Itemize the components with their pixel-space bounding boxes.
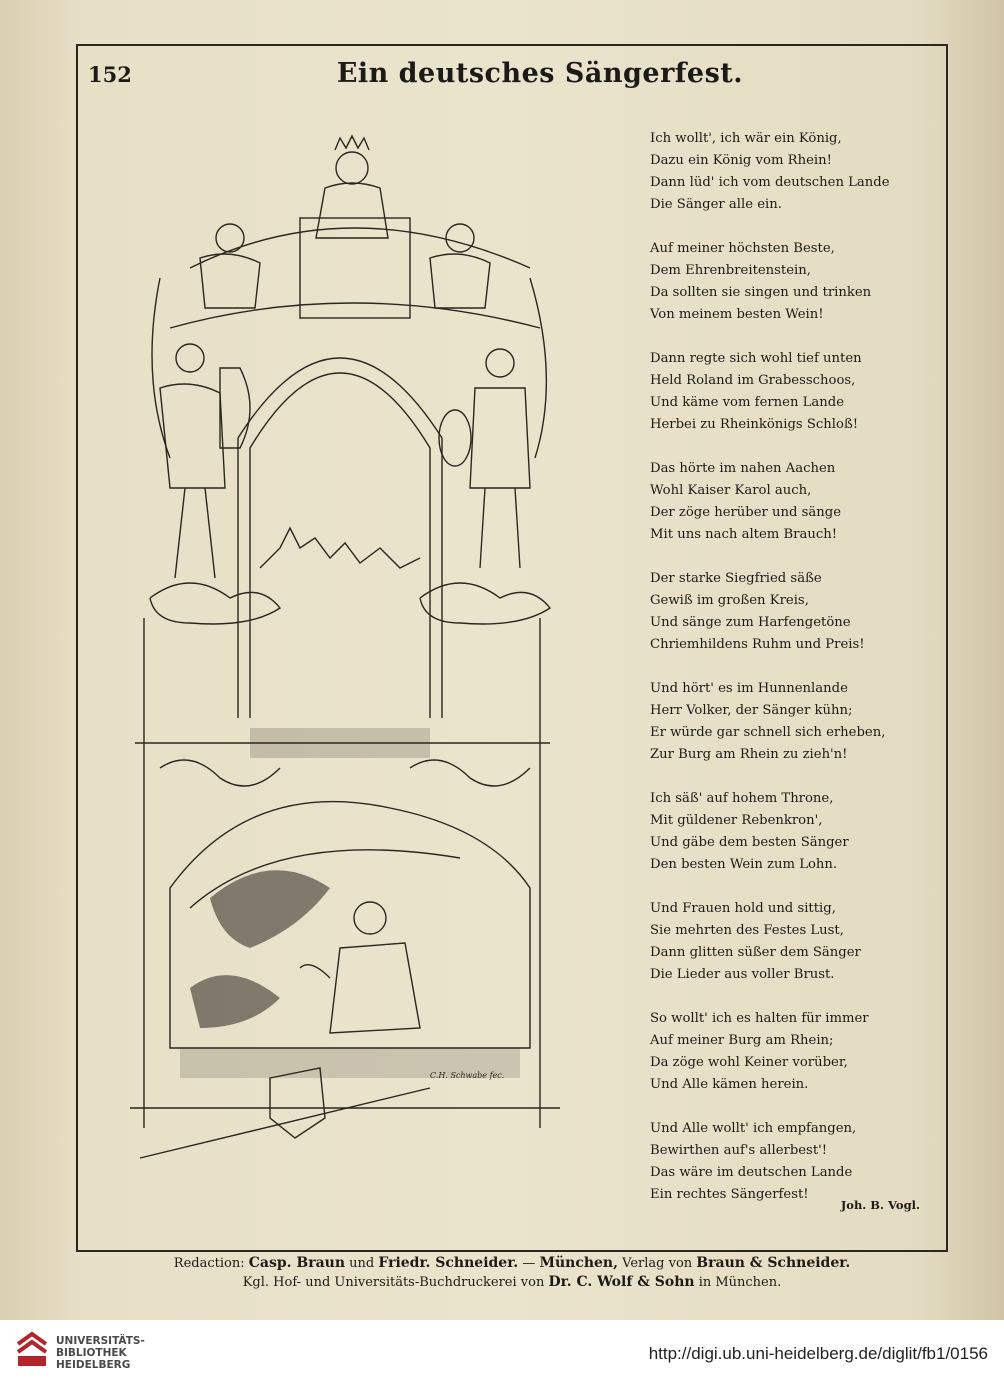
- imprint-publisher-label: Verlag von: [622, 1256, 693, 1271]
- imprint-editor-1: Casp. Braun: [248, 1255, 346, 1271]
- poem-verse: Den besten Wein zum Lohn.: [650, 857, 838, 872]
- poem-verse: Und sänge zum Harfengetöne: [650, 615, 851, 630]
- poem-stanza: [650, 898, 930, 986]
- imprint-city: München,: [539, 1255, 618, 1271]
- imprint-editor-2: Friedr. Schneider.: [378, 1255, 519, 1271]
- poem-stanza: [650, 238, 930, 326]
- poem-verse: Gewiß im großen Kreis,: [650, 593, 809, 608]
- illustration-signature: C.H. Schwabe fec.: [430, 1071, 505, 1080]
- poem-verse: Und käme vom fernen Lande: [650, 395, 845, 410]
- library-name-line: UNIVERSITÄTS-: [56, 1335, 145, 1347]
- library-name[interactable]: [56, 1335, 145, 1371]
- poem-verse: Die Sänger alle ein.: [650, 197, 782, 212]
- library-logo-icon[interactable]: [14, 1330, 50, 1370]
- poem-verse: Ich wollt', ich wär ein König,: [650, 131, 842, 146]
- poem-verse: Dazu ein König vom Rhein!: [650, 153, 832, 168]
- poem-verse: Der starke Siegfried säße: [650, 571, 822, 586]
- poem-author: Joh. B. Vogl.: [840, 1198, 920, 1212]
- poem-verse: Held Roland im Grabesschoos,: [650, 373, 856, 388]
- imprint-label: Redaction:: [173, 1256, 245, 1271]
- poem-verse: Und Alle wollt' ich empfangen,: [650, 1121, 857, 1136]
- poem-verse: Dann regte sich wohl tief unten: [650, 351, 862, 366]
- poem-stanza: [650, 458, 930, 546]
- poem-verse: Dann lüd' ich vom deutschen Lande: [650, 175, 890, 190]
- poem-verse: Die Lieder aus voller Brust.: [650, 967, 835, 982]
- poem-verse: Bewirthen auf's allerbest'!: [650, 1143, 828, 1158]
- poem-verse: Und Frauen hold und sittig,: [650, 901, 836, 916]
- imprint-printer-prefix: Kgl. Hof- und Universitäts-Buchdruckerei von: [242, 1275, 545, 1290]
- poem-verse: Von meinem besten Wein!: [650, 307, 824, 322]
- poem-verse: Zur Burg am Rhein zu zieh'n!: [650, 747, 848, 762]
- poem-verse: Wohl Kaiser Karol auch,: [650, 483, 812, 498]
- poem-verse: Dann glitten süßer dem Sänger: [650, 945, 861, 960]
- poem-verse: Ich säß' auf hohem Throne,: [650, 791, 834, 806]
- poem-verse: Und hört' es im Hunnenlande: [650, 681, 848, 696]
- imprint-printer: [76, 1274, 948, 1290]
- illustration-engraving: [130, 128, 570, 1168]
- poem-stanza: [650, 128, 930, 216]
- imprint-publisher: Braun & Schneider.: [696, 1255, 851, 1271]
- source-url-link[interactable]: http://digi.ub.uni-heidelberg.de/diglit/fb1/0156: [648, 1344, 988, 1363]
- poem-verse: Da sollten sie singen und trinken: [650, 285, 872, 300]
- poem-verse: Sie mehrten des Festes Lust,: [650, 923, 844, 938]
- poem-verse: Da zöge wohl Keiner vorüber,: [650, 1055, 848, 1070]
- imprint-dash: —: [522, 1256, 536, 1271]
- imprint-printer-suffix: in München.: [698, 1275, 782, 1290]
- poem-verse: Der zöge herüber und sänge: [650, 505, 842, 520]
- poem-stanza: [650, 788, 930, 876]
- poem-verse: Chriemhildens Ruhm und Preis!: [650, 637, 865, 652]
- poem-verse: Das hörte im nahen Aachen: [650, 461, 836, 476]
- poem-verse: Mit güldener Rebenkron',: [650, 813, 823, 828]
- poem-verse: Auf meiner Burg am Rhein;: [650, 1033, 834, 1048]
- poem-verse: Mit uns nach altem Brauch!: [650, 527, 837, 542]
- poem: [650, 128, 930, 1228]
- poem-verse: So wollt' ich es halten für immer: [650, 1011, 869, 1026]
- poem-stanza: [650, 1008, 930, 1096]
- poem-verse: Herbei zu Rheinkönigs Schloß!: [650, 417, 859, 432]
- poem-verse: Und Alle kämen herein.: [650, 1077, 809, 1092]
- poem-verse: Auf meiner höchsten Beste,: [650, 241, 835, 256]
- page-number: 152: [88, 62, 132, 87]
- page-title: Ein deutsches Sängerfest.: [336, 58, 744, 89]
- poem-verse: Er würde gar schnell sich erheben,: [650, 725, 886, 740]
- imprint-editors: [76, 1255, 948, 1271]
- poem-stanza: [650, 678, 930, 766]
- poem-stanza: [650, 348, 930, 436]
- imprint-and: und: [349, 1256, 375, 1271]
- poem-verse: Herr Volker, der Sänger kühn;: [650, 703, 853, 718]
- imprint-printer-name: Dr. C. Wolf & Sohn: [548, 1274, 695, 1290]
- poem-stanza: [650, 568, 930, 656]
- poem-verse: Und gäbe dem besten Sänger: [650, 835, 849, 850]
- poem-stanza: [650, 1118, 930, 1206]
- poem-verse: Ein rechtes Sängerfest!: [650, 1187, 809, 1202]
- poem-verse: Dem Ehrenbreitenstein,: [650, 263, 811, 278]
- poem-verse: Das wäre im deutschen Lande: [650, 1165, 853, 1180]
- library-name-line: BIBLIOTHEK: [56, 1347, 127, 1359]
- library-name-line: HEIDELBERG: [56, 1359, 131, 1371]
